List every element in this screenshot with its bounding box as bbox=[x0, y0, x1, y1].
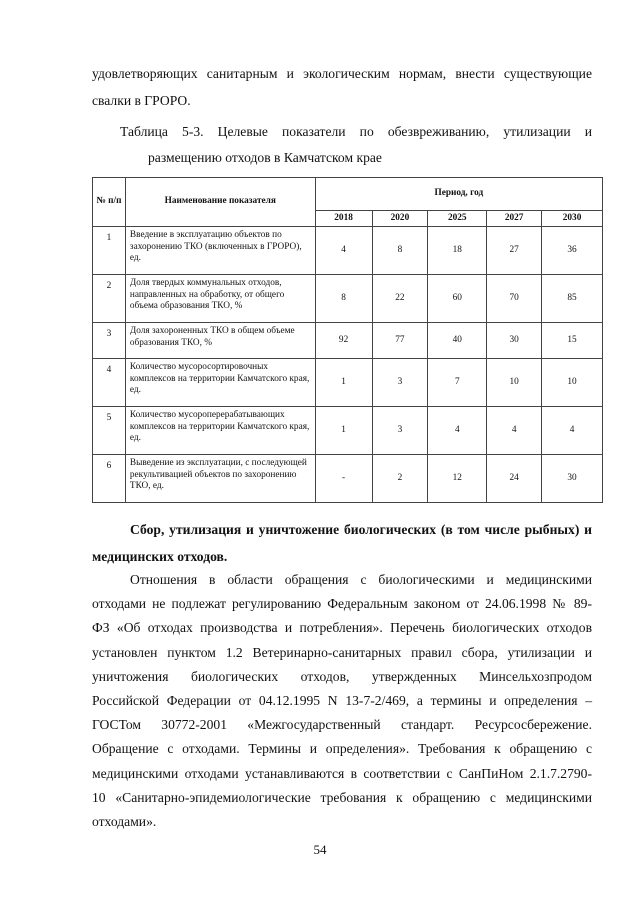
row-value: 1 bbox=[315, 359, 372, 407]
row-indicator: Доля твердых коммунальных отходов, направленных на обработку, от общего объема образования ТКО, % bbox=[125, 275, 315, 323]
row-value: 12 bbox=[428, 455, 487, 503]
header-year: 2025 bbox=[428, 211, 487, 227]
row-value: 4 bbox=[487, 407, 542, 455]
paragraph-line: Отношения в области обращения с биологическими и медицинскими bbox=[130, 572, 592, 587]
row-value: 92 bbox=[315, 323, 372, 359]
row-value: 18 bbox=[428, 227, 487, 275]
row-number: 1 bbox=[93, 227, 126, 275]
paragraph-line: уничтожения биологических отходов, утвержденных Минсельхозпродом bbox=[92, 668, 592, 684]
body-paragraph bbox=[92, 568, 592, 834]
header-year: 2027 bbox=[487, 211, 542, 227]
row-indicator: Введение в эксплуатацию объектов по захоронению ТКО (включенных в ГРОРО), ед. bbox=[125, 227, 315, 275]
paragraph-line: отходами». bbox=[92, 814, 157, 830]
row-value: 36 bbox=[542, 227, 603, 275]
row-value: 8 bbox=[315, 275, 372, 323]
row-value: 22 bbox=[372, 275, 428, 323]
row-value: 3 bbox=[372, 359, 428, 407]
row-value: 27 bbox=[487, 227, 542, 275]
row-value: 60 bbox=[428, 275, 487, 323]
row-number: 5 bbox=[93, 407, 126, 455]
row-value: 77 bbox=[372, 323, 428, 359]
header-number: № п/п bbox=[93, 178, 126, 227]
row-value: 4 bbox=[542, 407, 603, 455]
table-row bbox=[93, 455, 603, 503]
row-value: 10 bbox=[487, 359, 542, 407]
section-heading bbox=[92, 516, 592, 570]
caption-line-1: Таблица 5-3. Целевые показатели по обезвреживанию, утилизации и bbox=[120, 124, 592, 139]
intro-line-2: свалки в ГРОРО. bbox=[92, 93, 191, 108]
paragraph-line: установлен пунктом 1.2 Ветеринарно-санитарных правил сбора, утилизации и bbox=[92, 644, 592, 660]
row-value: 8 bbox=[372, 227, 428, 275]
row-indicator: Количество мусоросортировочных комплексов на территории Камчатского края, ед. bbox=[125, 359, 315, 407]
paragraph-line: ГОСТом 30772-2001 «Межгосударственный стандарт. Ресурсосбережение. bbox=[92, 717, 592, 733]
header-year: 2018 bbox=[315, 211, 372, 227]
table-row bbox=[93, 275, 603, 323]
row-value: 40 bbox=[428, 323, 487, 359]
header-period: Период, год bbox=[315, 178, 602, 211]
paragraph-line: 10 «Санитарно-эпидемиологические требования к обращению с медицинскими bbox=[92, 789, 592, 805]
table-row bbox=[93, 323, 603, 359]
header-indicator-name: Наименование показателя bbox=[125, 178, 315, 227]
row-value: - bbox=[315, 455, 372, 503]
row-indicator: Выведение из эксплуатации, с последующей рекультивацией объектов по захоронению ТКО, ед. bbox=[125, 455, 315, 503]
row-value: 10 bbox=[542, 359, 603, 407]
table-row bbox=[93, 407, 603, 455]
row-indicator: Количество мусороперерабатывающих комплексов на территории Камчатского края, ед. bbox=[125, 407, 315, 455]
row-value: 70 bbox=[487, 275, 542, 323]
intro-paragraph bbox=[92, 60, 592, 114]
header-year: 2020 bbox=[372, 211, 428, 227]
row-value: 30 bbox=[487, 323, 542, 359]
row-value: 2 bbox=[372, 455, 428, 503]
targets-table bbox=[92, 177, 603, 503]
row-number: 4 bbox=[93, 359, 126, 407]
paragraph-line: медицинскими отходами устанавливаются в соответствии с СанПиНом 2.1.7.2790- bbox=[92, 765, 592, 781]
row-value: 85 bbox=[542, 275, 603, 323]
row-number: 2 bbox=[93, 275, 126, 323]
row-value: 15 bbox=[542, 323, 603, 359]
table-row bbox=[93, 227, 603, 275]
caption-line-2: размещению отходов в Камчатском крае bbox=[148, 150, 382, 165]
paragraph-line: Российской Федерации от 04.12.1995 N 13-7-2/469, а термины и определения – bbox=[92, 693, 592, 709]
row-value: 7 bbox=[428, 359, 487, 407]
section-heading-line-1: Сбор, утилизация и уничтожение биологических (в том числе рыбных) и bbox=[130, 522, 592, 537]
row-value: 3 bbox=[372, 407, 428, 455]
row-value: 1 bbox=[315, 407, 372, 455]
header-year: 2030 bbox=[542, 211, 603, 227]
row-value: 4 bbox=[428, 407, 487, 455]
row-value: 24 bbox=[487, 455, 542, 503]
paragraph-line: отходами не подлежат регулированию Федеральным законом от 24.06.1998 № 89- bbox=[92, 596, 592, 612]
table-caption bbox=[92, 119, 592, 171]
section-heading-line-2: медицинских отходов. bbox=[92, 549, 228, 564]
intro-line-1: удовлетворяющих санитарным и экологическим нормам, внести существующие bbox=[92, 66, 592, 81]
table-row bbox=[93, 359, 603, 407]
row-number: 3 bbox=[93, 323, 126, 359]
paragraph-line: ФЗ «Об отходах производства и потребления». Перечень биологических отходов bbox=[92, 620, 592, 636]
row-number: 6 bbox=[93, 455, 126, 503]
page-number: 54 bbox=[313, 842, 327, 857]
row-value: 30 bbox=[542, 455, 603, 503]
paragraph-line: Обращение с отходами. Термины и определения». Требования к обращению с bbox=[92, 741, 592, 757]
row-indicator: Доля захороненных ТКО в общем объеме образования ТКО, % bbox=[125, 323, 315, 359]
row-value: 4 bbox=[315, 227, 372, 275]
